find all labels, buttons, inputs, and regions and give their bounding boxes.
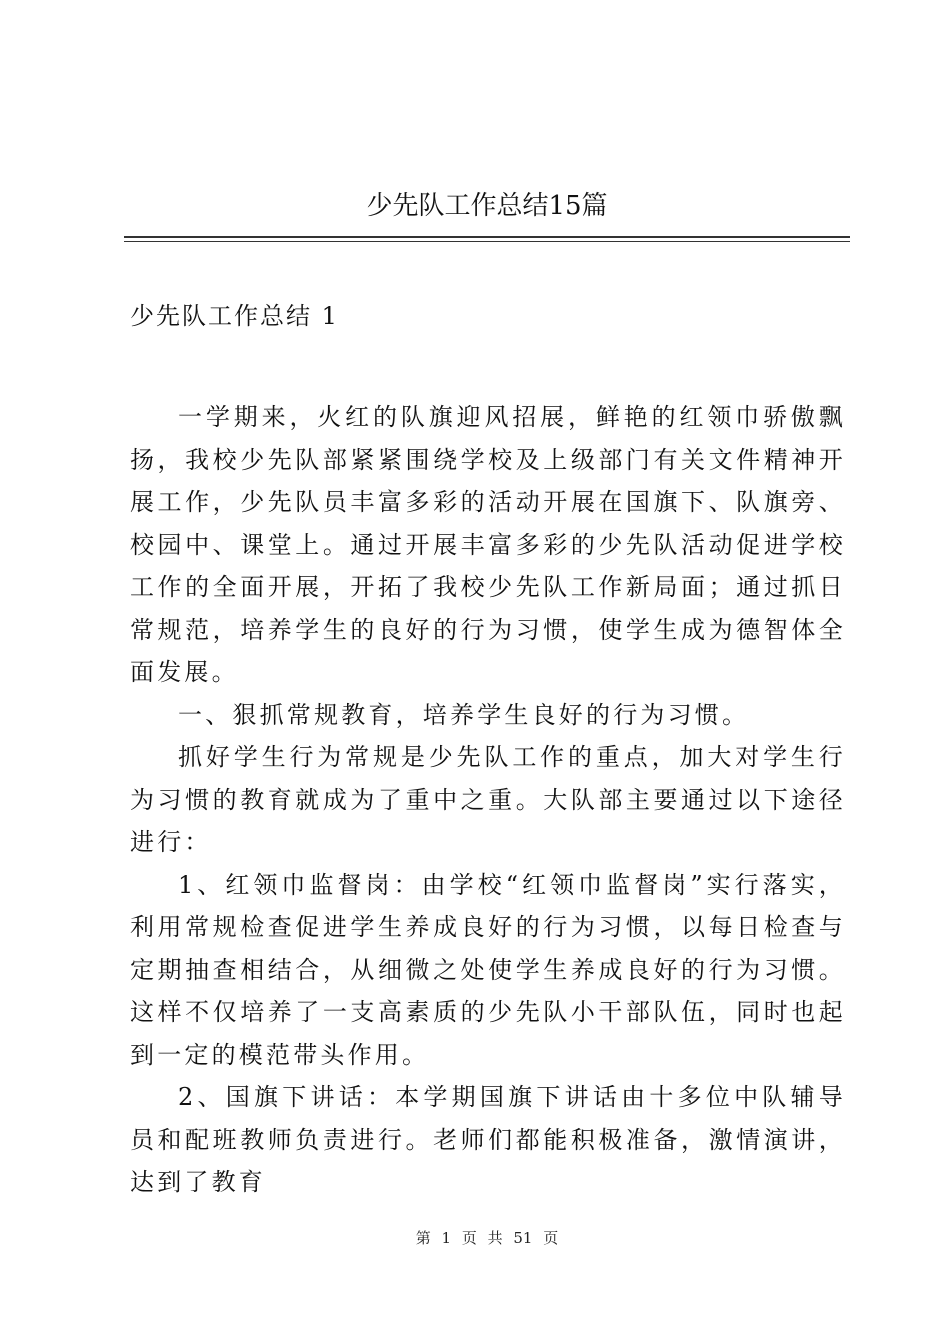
page-number-footer: 第 1 页 共 51 页 <box>415 1229 559 1247</box>
paragraph-routine-focus: 抓好学生行为常规是少先队工作的重点，加大对学生行为习惯的教育就成为了重中之重。大队部主要通过以下途径进行： <box>130 743 846 856</box>
paragraph-intro: 一学期来，火红的队旗迎风招展，鲜艳的红领巾骄傲飘扬，我校少先队部紧紧围绕学校及上级部门有关文件精神开展工作，少先队员丰富多彩的活动开展在国旗下、队旗旁、校园中、课堂上。通过开展丰富多彩的少先队活动促进学校工作的全面开展，开拓了我校少先队工作新局面；通过抓日常规范，培养学生的良好的行为习惯，使学生成为德智体全面发展。 <box>130 403 846 686</box>
title-divider <box>124 236 850 242</box>
section-heading: 少先队工作总结 1 <box>130 302 339 330</box>
paragraph-supervision-post: 1、红领巾监督岗：由学校“红领巾监督岗”实行落实，利用常规检查促进学生养成良好的行为习惯，以每日检查与定期抽查相结合，从细微之处使学生养成良好的行为习惯。这样不仅培养了一支高素质的少先队小干部队伍，同时也起到一定的模范带头作用。 <box>130 870 846 1069</box>
document-body <box>130 396 846 1204</box>
document-title: 少先队工作总结15篇 <box>366 191 608 221</box>
paragraph-point-1-heading: 一、狠抓常规教育，培养学生良好的行为习惯。 <box>178 700 750 729</box>
paragraph-flag-speech: 2、国旗下讲话：本学期国旗下讲话由十多位中队辅导员和配班教师负责进行。老师们都能积极准备，激情演讲，达到了教育 <box>130 1083 846 1196</box>
